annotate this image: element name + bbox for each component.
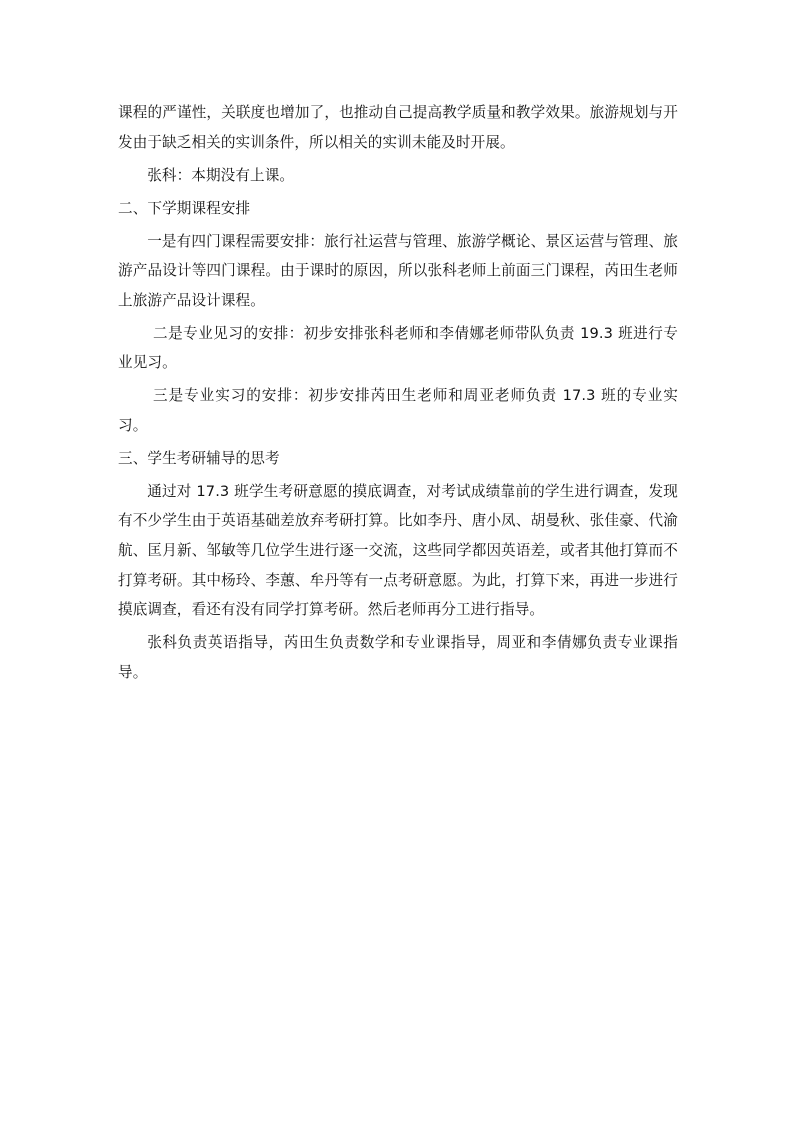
paragraph-internship-observation: 二是专业见习的安排：初步安排张科老师和李倩娜老师带队负责 19.3 班进行专业见习。 [118,324,678,372]
paragraph-course-rigor: 课程的严谨性，关联度也增加了，也推动自己提高教学质量和教学效果。旅游规划与开发由于缺乏相关的实训条件，所以相关的实训未能及时开展。 [118,104,678,151]
document-body [118,98,678,691]
paragraph-zhangke-no-class: 张科：本期没有上课。 [147,166,295,184]
paragraph-teacher-assignment: 张科负责英语指导，芮田生负责数学和专业课指导，周亚和李倩娜负责专业课指导。 [118,634,678,681]
heading-postgraduate-exam: 三、学生考研辅导的思考 [118,449,280,467]
paragraph-internship-practice: 三是专业实习的安排：初步安排芮田生老师和周亚老师负责 17.3 班的专业实习。 [118,387,678,434]
heading-next-semester-courses: 二、下学期课程安排 [118,199,251,217]
paragraph-survey-results: 通过对 17.3 班学生考研意愿的摸底调查，对考试成绩靠前的学生进行调查，发现有不少学生由于英语基础差放弃考研打算。比如李丹、唐小凤、胡曼秋、张佳豪、代渝航、匡月新、邹敏等几位学生进行逐一交流，这些同学都因英语差，或者其他打算而不打算考研。其中杨玲、李蕙、牟丹等有一点考研意愿。为此，打算下来，再进一步进行摸底调查，看还有没有同学打算考研。然后老师再分工进行指导。 [118,482,678,619]
paragraph-four-courses: 一是有四门课程需要安排：旅行社运营与管理、旅游学概论、景区运营与管理、旅游产品设计等四门课程。由于课时的原因，所以张科老师上前面三门课程，芮田生老师上旅游产品设计课程。 [118,232,678,309]
